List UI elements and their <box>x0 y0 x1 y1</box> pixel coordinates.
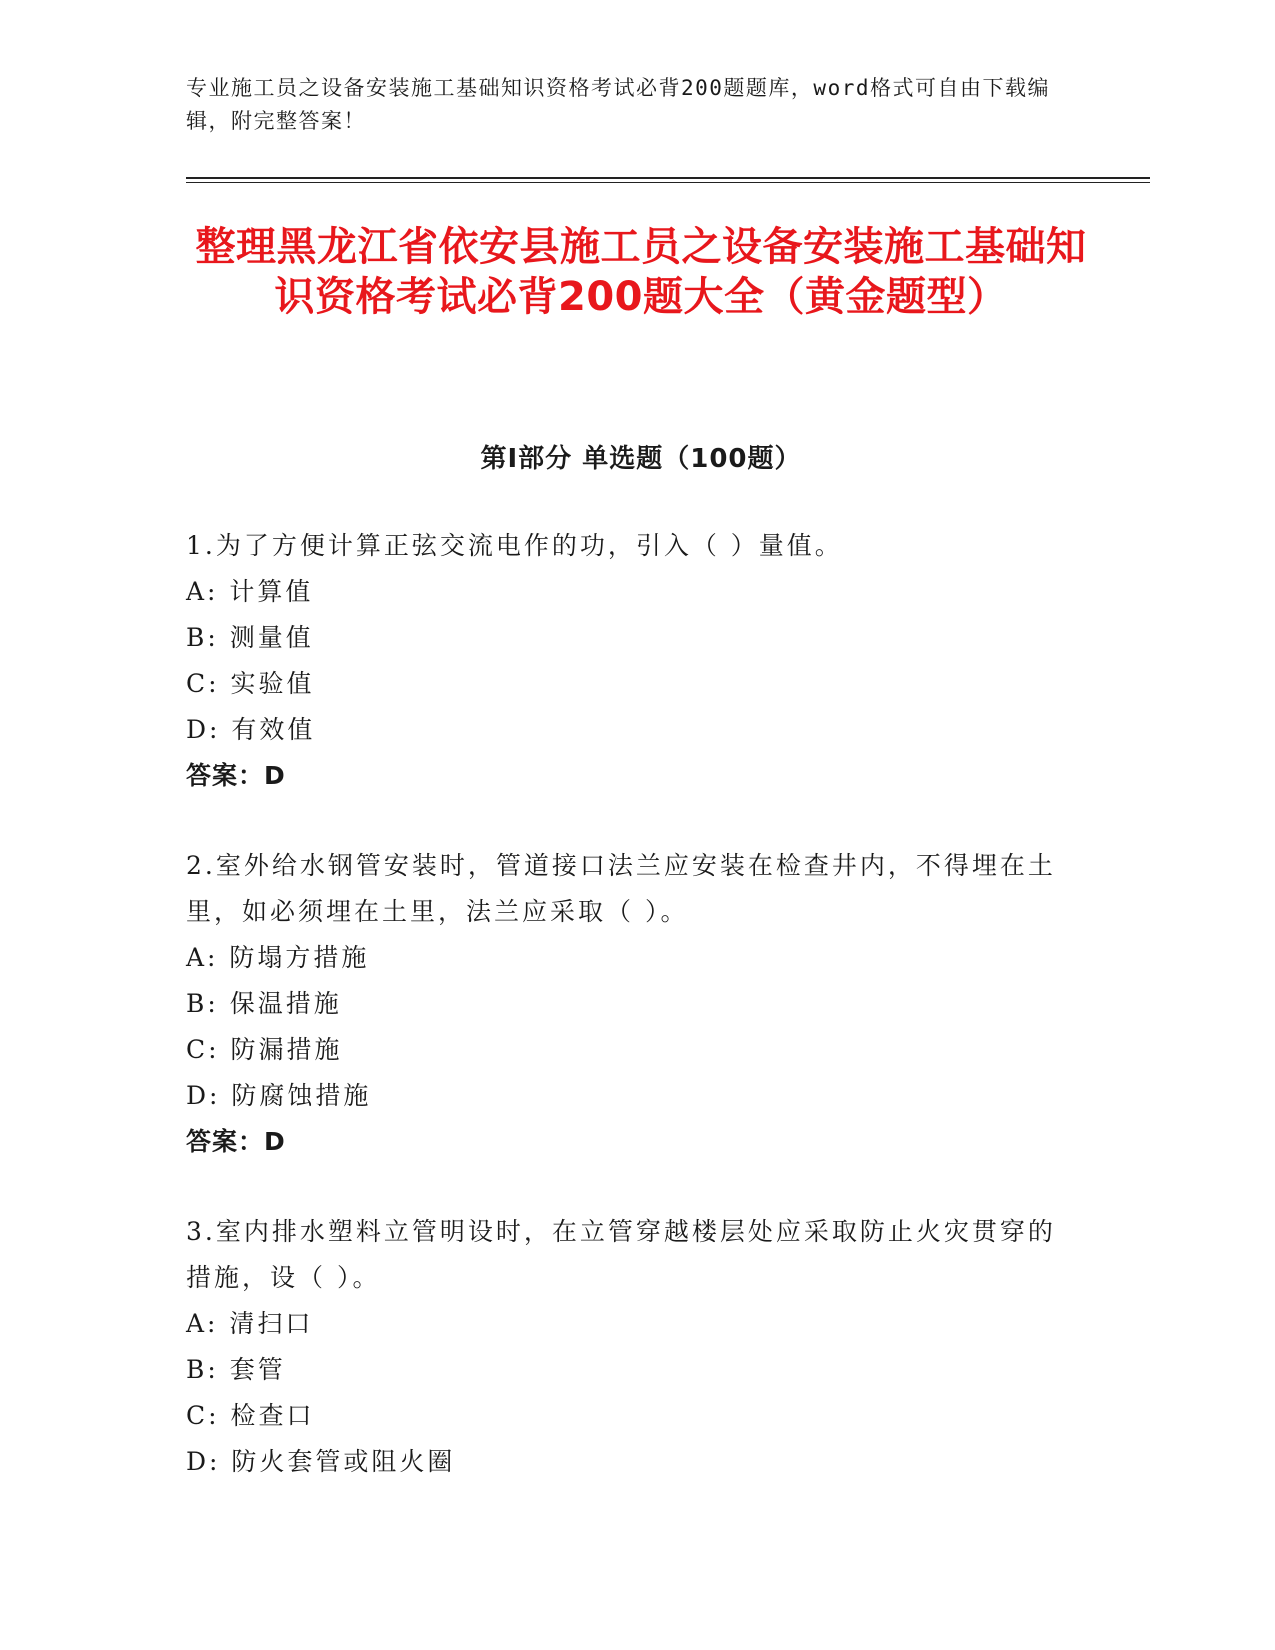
header-divider <box>186 177 1150 179</box>
question-text: 3.室内排水塑料立管明设时，在立管穿越楼层处应采取防止火灾贯穿的措施，设（ ）。 <box>186 1217 1056 1292</box>
option-b: B: 套管 <box>186 1355 286 1384</box>
document-title: 整理黑龙江省依安县施工员之设备安装施工基础知识资格考试必背200题大全（黄金题型） <box>195 224 1087 320</box>
question-text: 1.为了方便计算正弦交流电作的功，引入（ ）量值。 <box>186 531 843 560</box>
question-list <box>186 523 1066 1529</box>
header-divider-thin <box>186 182 1150 183</box>
option-c: C: 实验值 <box>186 669 315 698</box>
option-d: D: 防腐蚀措施 <box>186 1081 372 1110</box>
option-a: A: 防塌方措施 <box>186 943 370 972</box>
question-text: 2.室外给水钢管安装时，管道接口法兰应安装在检查井内，不得埋在土里，如必须埋在土里，法兰应采取（ ）。 <box>186 851 1056 926</box>
option-b: B: 测量值 <box>186 623 314 652</box>
option-d: D: 防火套管或阻火圈 <box>186 1447 456 1476</box>
question-item <box>186 843 1066 1165</box>
option-a: A: 计算值 <box>186 577 314 606</box>
answer: 答案：D <box>186 1127 286 1156</box>
question-item <box>186 1209 1066 1485</box>
section-title: 第Ⅰ部分 单选题（100题） <box>480 444 802 474</box>
option-c: C: 防漏措施 <box>186 1035 343 1064</box>
option-c: C: 检查口 <box>186 1401 315 1430</box>
option-d: D: 有效值 <box>186 715 316 744</box>
answer: 答案：D <box>186 761 286 790</box>
option-b: B: 保温措施 <box>186 989 342 1018</box>
question-item <box>186 523 1066 799</box>
option-a: A: 清扫口 <box>186 1309 314 1338</box>
header-note: 专业施工员之设备安装施工基础知识资格考试必背200题题库，word格式可自由下载编辑，附完整答案！ <box>186 76 1050 133</box>
